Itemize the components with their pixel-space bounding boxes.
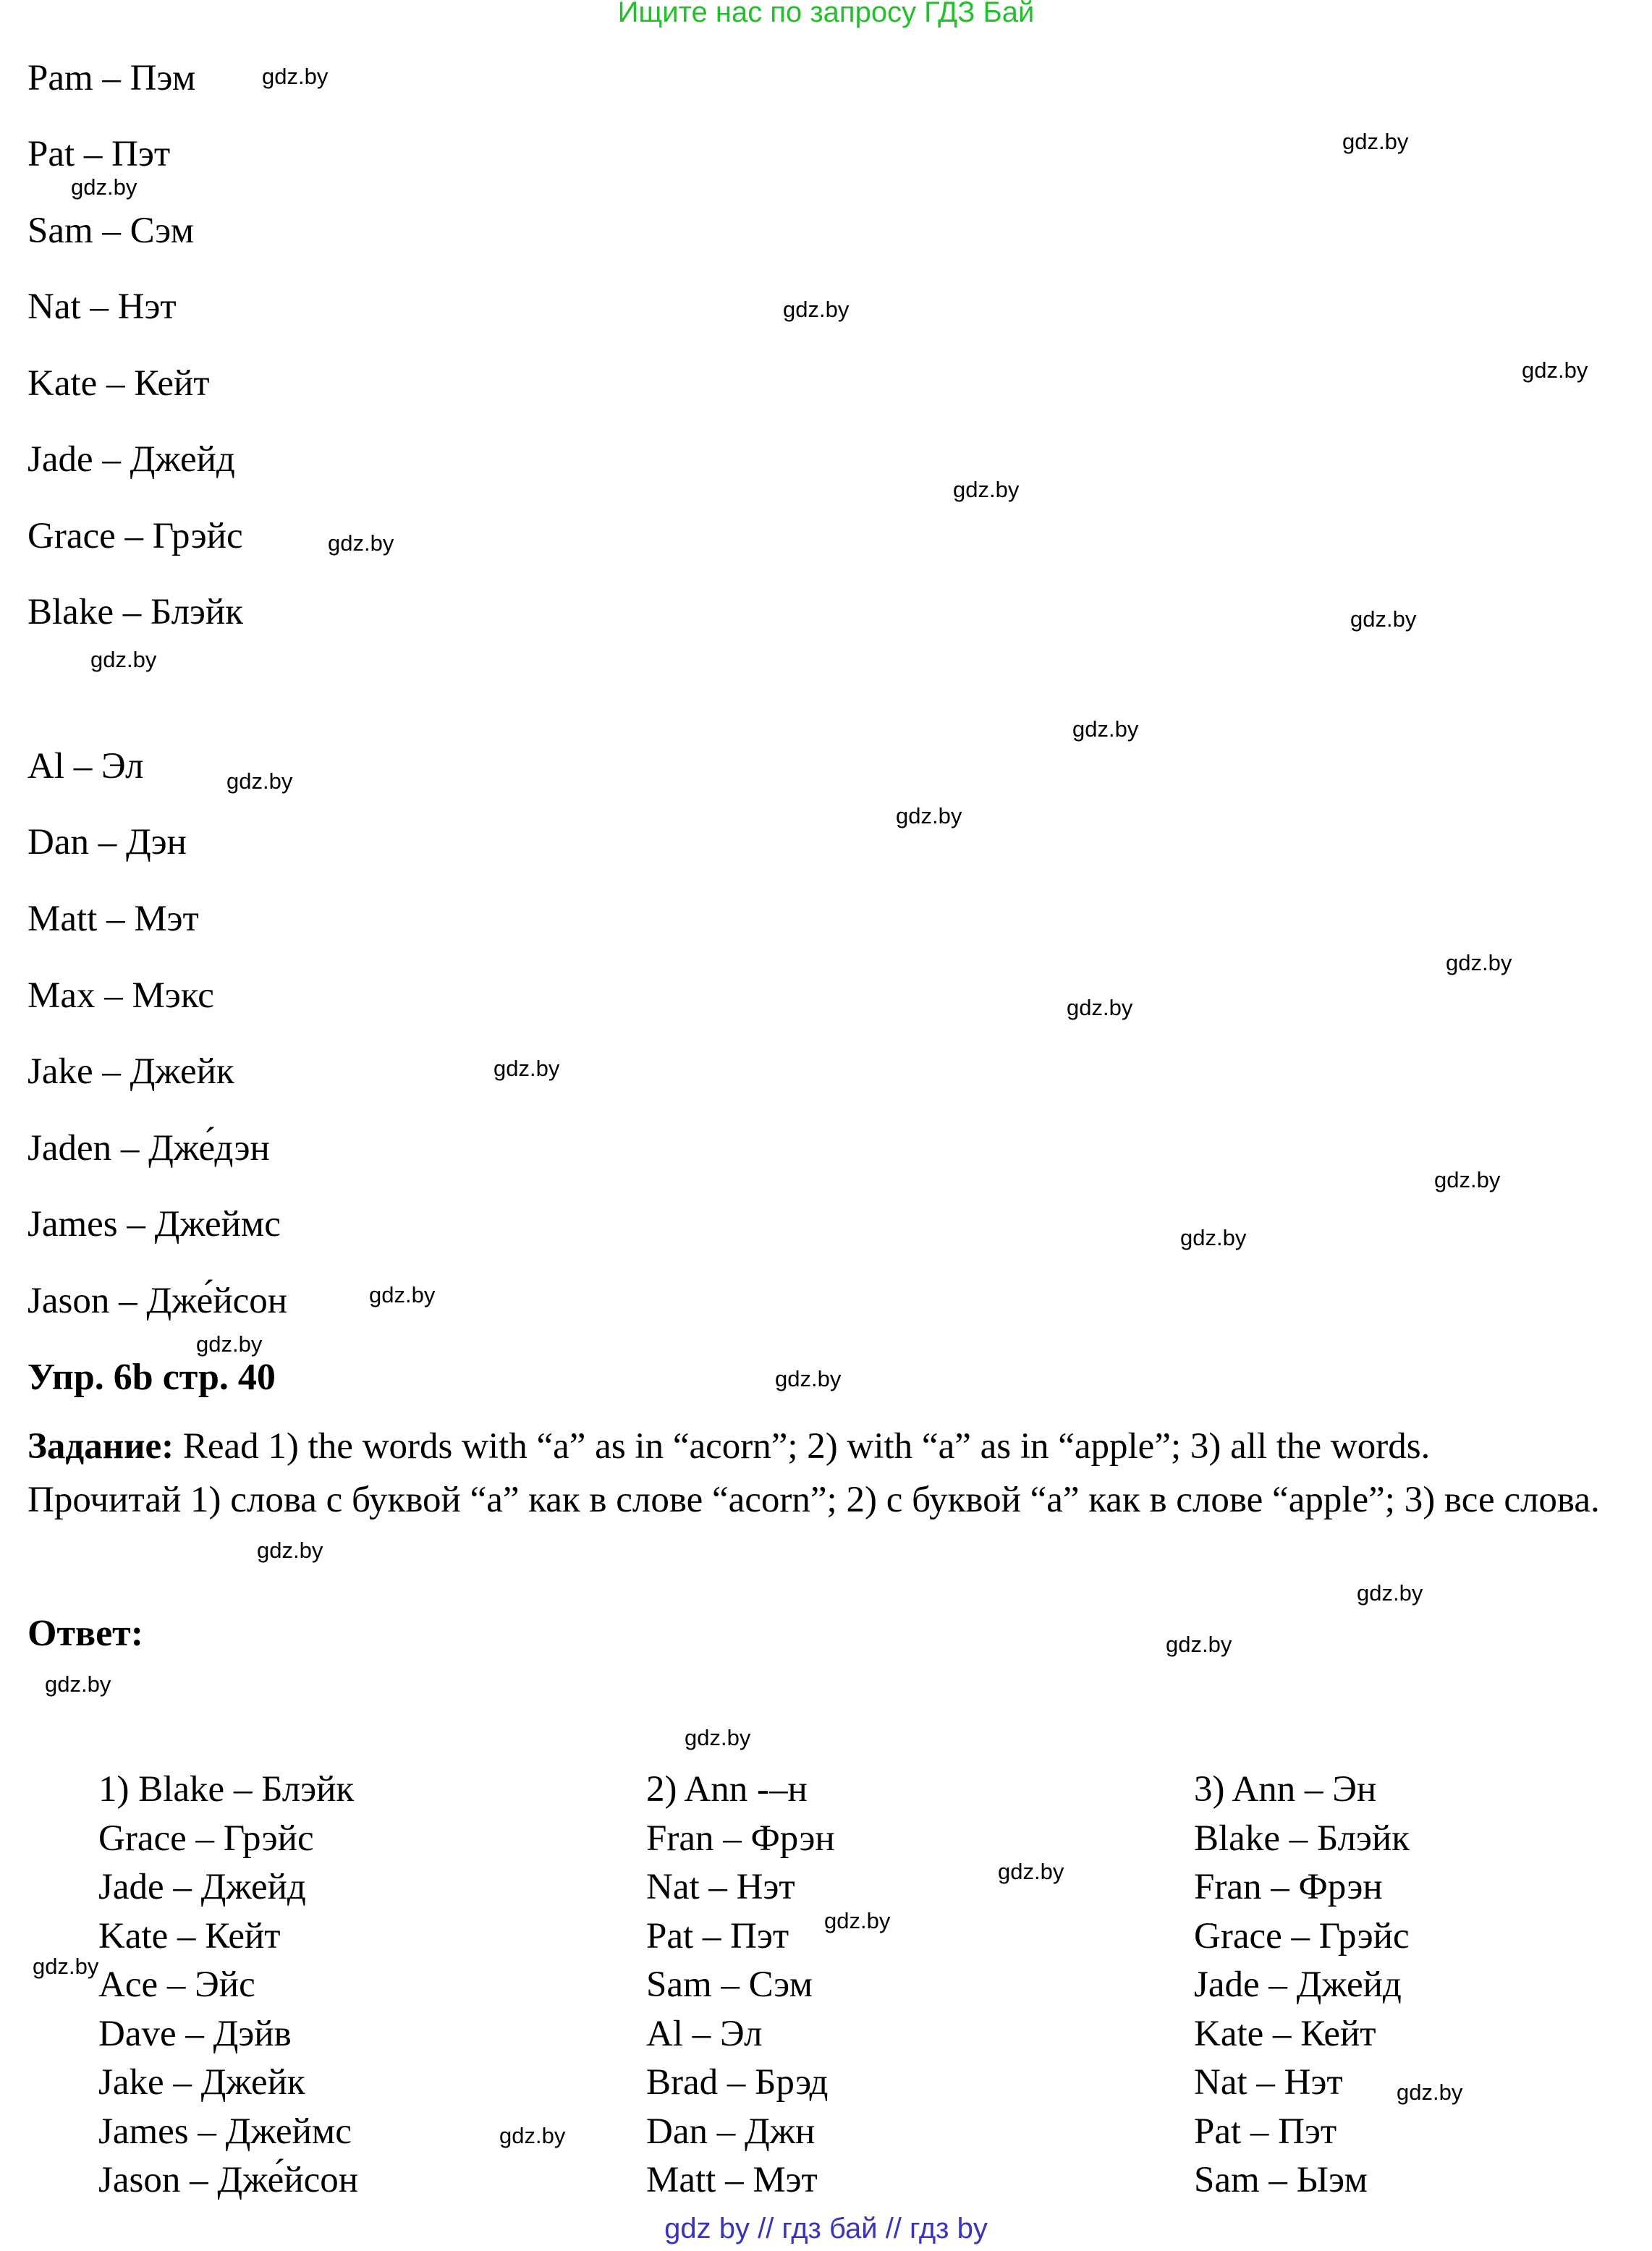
watermark: gdz.by: [196, 1331, 263, 1357]
answer-item: Pat – Пэт: [1194, 2111, 1337, 2152]
name-line: Sam – Сэм: [27, 211, 195, 251]
watermark: gdz.by: [1342, 129, 1409, 154]
watermark: gdz.by: [953, 477, 1020, 502]
task-english: Read 1) the words with “a” as in “acorn”; 2) with “a” as in “apple”; 3) all the words.: [174, 1426, 1431, 1467]
answer-item: Ace – Эйс: [98, 1964, 255, 2005]
watermark: gdz.by: [1397, 2080, 1463, 2105]
watermark: gdz.by: [1522, 357, 1588, 383]
name-line: Max – Мэкс: [27, 975, 214, 1016]
answer-item: Kate – Кейт: [98, 1915, 281, 1957]
answer-column-3: [1194, 1765, 1410, 2205]
footer-watermark: gdz by // гдз бай // гдз by: [664, 2213, 988, 2244]
watermark: gdz.by: [494, 1056, 560, 1081]
name-line: Pat – Пэт: [27, 134, 171, 174]
watermark: gdz.by: [1072, 716, 1139, 742]
answer-item: Dan – Джн: [646, 2111, 816, 2152]
name-line: Jade – Джейд: [27, 439, 235, 480]
watermark: gdz.by: [824, 1908, 891, 1933]
exercise-heading: Упр. 6b стр. 40: [27, 1357, 276, 1398]
answer-item: James – Джеймс: [98, 2111, 352, 2152]
answer-column-2: [646, 1765, 835, 2205]
answer-column-1: [98, 1765, 358, 2205]
watermark: gdz.by: [226, 768, 293, 794]
name-line: Pam – Пэм: [27, 58, 196, 98]
watermark: gdz.by: [685, 1725, 751, 1750]
answer-item: Jake – Джейк: [98, 2062, 305, 2103]
answer-item: Dave – Дэйв: [98, 2013, 292, 2054]
name-line: Grace – Грэйс: [27, 516, 243, 556]
answer-item: Nat – Нэт: [1194, 2062, 1343, 2103]
name-line: James – Джеймс: [27, 1204, 281, 1245]
answer-item: Pat – Пэт: [646, 1915, 789, 1957]
name-line: Blake – Блэйк: [27, 592, 243, 632]
answer-item: Matt – Мэт: [646, 2160, 818, 2200]
name-line: Jason – Дже́йсон: [27, 1281, 288, 1321]
watermark: gdz.by: [1350, 606, 1417, 632]
answer-item: Jason – Дже́йсон: [98, 2160, 359, 2200]
watermark: gdz.by: [783, 297, 850, 322]
watermark: gdz.by: [499, 2123, 566, 2148]
answer-item: Brad – Брэд: [646, 2062, 829, 2103]
watermark: gdz.by: [45, 1671, 111, 1697]
watermark: gdz.by: [33, 1954, 99, 1979]
answer-item: Kate – Кейт: [1194, 2013, 1376, 2054]
watermark: gdz.by: [262, 64, 329, 89]
task-label: Задание:: [27, 1426, 174, 1467]
watermark: gdz.by: [1180, 1225, 1247, 1250]
watermark: gdz.by: [90, 647, 157, 672]
answer-item: 2) Ann -–н: [646, 1769, 808, 1810]
watermark: gdz.by: [1357, 1580, 1423, 1606]
watermark: gdz.by: [1067, 995, 1133, 1020]
watermark: gdz.by: [998, 1859, 1064, 1884]
answer-item: Jade – Джейд: [1194, 1964, 1402, 2005]
watermark: gdz.by: [71, 174, 137, 200]
answer-item: Al – Эл: [646, 2013, 763, 2054]
name-line: Dan – Дэн: [27, 822, 187, 862]
answer-item: 1) Blake – Блэйк: [98, 1769, 355, 1810]
watermark: gdz.by: [1446, 950, 1512, 975]
name-line: Kate – Кейт: [27, 363, 210, 404]
name-line: Jaden – Дже́дэн: [27, 1128, 270, 1169]
top-banner: Ищите нас по запросу ГДЗ Бай: [617, 0, 1035, 28]
watermark: gdz.by: [775, 1366, 842, 1391]
answer-item: 3) Ann – Эн: [1194, 1769, 1377, 1810]
answer-item: Fran – Фрэн: [646, 1818, 835, 1859]
watermark: gdz.by: [1434, 1167, 1501, 1192]
task-text: [27, 1420, 1641, 1527]
name-line: Matt – Мэт: [27, 899, 199, 939]
watermark: gdz.by: [328, 530, 394, 556]
task-russian: Прочитай 1) слова с буквой “a” как в слове “acorn”; 2) с буквой “a” как в слове “apple”; 3) все слова.: [27, 1480, 1600, 1520]
watermark: gdz.by: [369, 1282, 436, 1307]
watermark: gdz.by: [896, 803, 962, 828]
answer-item: Fran – Фрэн: [1194, 1867, 1383, 1907]
name-line: Al – Эл: [27, 746, 144, 787]
watermark: gdz.by: [257, 1538, 323, 1563]
name-line: Nat – Нэт: [27, 287, 177, 327]
answer-item: Sam – Сэм: [646, 1964, 813, 2005]
answer-item: Nat – Нэт: [646, 1867, 795, 1907]
answer-item: Grace – Грэйс: [1194, 1915, 1410, 1957]
answer-item: Sam – Ыэм: [1194, 2160, 1368, 2200]
answer-item: Blake – Блэйк: [1194, 1818, 1410, 1859]
name-line: Jake – Джейк: [27, 1051, 234, 1092]
answer-label: Ответ:: [27, 1613, 144, 1654]
answer-item: Grace – Грэйс: [98, 1818, 314, 1859]
watermark: gdz.by: [1166, 1632, 1232, 1657]
answer-item: Jade – Джейд: [98, 1867, 306, 1907]
